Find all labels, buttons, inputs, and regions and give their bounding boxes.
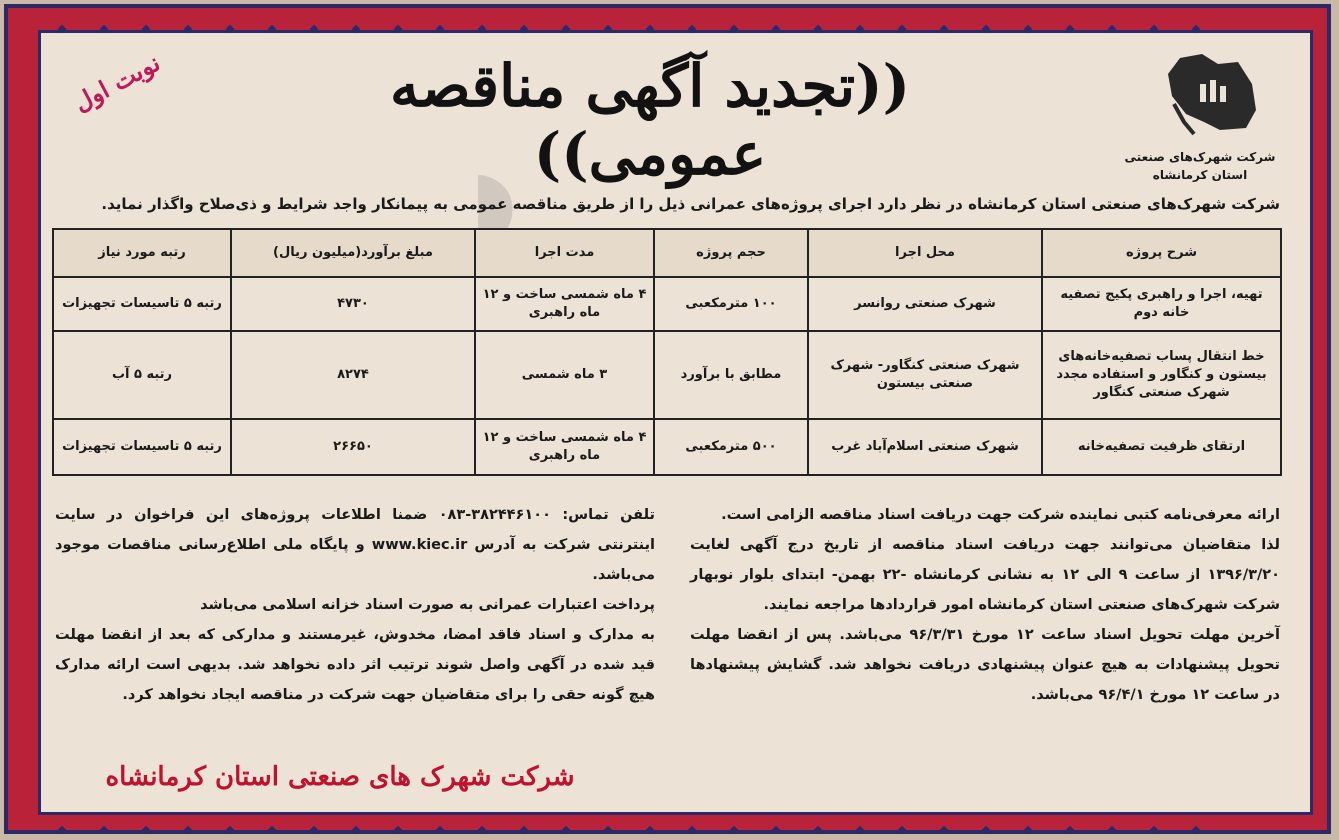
border-dot — [58, 25, 66, 33]
border-dot — [730, 25, 738, 33]
cell-estimate: ۲۶۶۵۰ — [231, 419, 475, 475]
cell-description: خط انتقال پساب تصفیه‌خانه‌های بیستون و کنگاور و استفاده مجدد شهرک صنعتی کنگاور — [1042, 331, 1281, 419]
border-dot — [268, 826, 276, 834]
cell-estimate: ۴۷۳۰ — [231, 277, 475, 331]
border-dot — [310, 25, 318, 33]
border-dot — [772, 826, 780, 834]
decorative-border-top — [41, 17, 1310, 27]
cell-duration: ۳ ماه شمسی — [475, 331, 654, 419]
border-dot — [604, 826, 612, 834]
paragraph: پرداخت اعتبارات عمرانی به صورت اسناد خزانه اسلامی می‌باشد — [200, 597, 655, 613]
cell-location: شهرک صنعتی کنگاور- شهرک صنعتی بیستون — [808, 331, 1042, 419]
border-dot — [982, 25, 990, 33]
border-dot — [436, 826, 444, 834]
border-dot — [898, 826, 906, 834]
border-dot — [1192, 826, 1200, 834]
border-dot — [478, 25, 486, 33]
paragraph: ارائه معرفی‌نامه کتبی نماینده شرکت جهت دریافت اسناد مناقصه الزامی است. — [721, 507, 1280, 523]
border-dot — [898, 25, 906, 33]
border-dot — [100, 826, 108, 834]
header-location: محل اجرا — [808, 229, 1042, 277]
border-dot — [520, 826, 528, 834]
cell-volume: ۵۰۰ مترمکعبی — [654, 419, 808, 475]
border-dot — [100, 25, 108, 33]
border-dot — [1024, 25, 1032, 33]
table-row — [53, 419, 1281, 475]
border-dot — [268, 25, 276, 33]
border-dot — [604, 25, 612, 33]
border-dot — [1192, 25, 1200, 33]
signature: شرکت شهرک های صنعتی استان کرمانشاه — [105, 762, 575, 792]
border-dot — [352, 826, 360, 834]
left-column-text — [55, 500, 655, 710]
border-dot — [814, 826, 822, 834]
border-dot — [184, 826, 192, 834]
cell-location: شهرک صنعتی روانسر — [808, 277, 1042, 331]
border-dot — [562, 25, 570, 33]
border-dot — [394, 25, 402, 33]
cell-volume: مطابق با برآورد — [654, 331, 808, 419]
cell-grade: رتبه ۵ آب — [53, 331, 231, 419]
border-dot — [1024, 826, 1032, 834]
border-dot — [562, 826, 570, 834]
header-grade: رتبه مورد نیاز — [53, 229, 231, 277]
border-dot — [940, 826, 948, 834]
cell-estimate: ۸۲۷۴ — [231, 331, 475, 419]
right-column-text — [690, 500, 1280, 710]
border-dot — [58, 826, 66, 834]
cell-grade: رتبه ۵ تاسیسات تجهیزات — [53, 277, 231, 331]
header-duration: مدت اجرا — [475, 229, 654, 277]
cell-description: تهیه، اجرا و راهبری پکیج تصفیه خانه دوم — [1042, 277, 1281, 331]
border-dot — [814, 25, 822, 33]
border-dot — [436, 25, 444, 33]
projects-table — [52, 228, 1282, 476]
company-logo-icon — [1160, 50, 1260, 140]
company-logo-text — [1120, 148, 1280, 184]
table-row — [53, 277, 1281, 331]
cell-grade: رتبه ۵ تاسیسات تجهیزات — [53, 419, 231, 475]
cell-duration: ۴ ماه شمسی ساخت و ۱۲ ماه راهبری — [475, 277, 654, 331]
paragraph: لذا متقاضیان می‌توانند جهت دریافت اسناد مناقصه از تاریخ درج آگهی لغایت ۱۳۹۶/۳/۲۰ از ساعت ۹ الی ۱۲ به نشانی کرمانشاه -۲۲ بهمن- ابتدای بلوار نوبهار شرکت شهرک‌های صنعتی استان کرمانشاه امور قراردادها مراجعه نمایند. — [690, 537, 1281, 613]
border-dot — [688, 25, 696, 33]
paragraph-contact: تلفن تماس: ۳۸۲۴۴۶۱۰۰-۰۸۳ ضمنا اطلاعات پروژه‌های این فراخوان در سایت اینترنتی شرکت به آدرس www.kiec.ir و پایگاه ملی اطلاع‌رسانی مناقصات موجود می‌باشد. — [55, 507, 655, 583]
border-dot — [478, 826, 486, 834]
paragraph: آخرین مهلت تحویل اسناد ساعت ۱۲ مورخ ۹۶/۳/۳۱ می‌باشد. پس از انقضا مهلت تحویل پیشنهادات به هیچ عنوان پیشنهادی دریافت نخواهد شد. گشایش پیشنهادها در ساعت ۱۲ مورخ ۹۶/۴/۱ می‌باشد. — [690, 627, 1280, 703]
border-dot — [310, 826, 318, 834]
border-dot — [646, 826, 654, 834]
border-dot — [856, 25, 864, 33]
header-description: شرح پروژه — [1042, 229, 1281, 277]
border-dot — [1150, 25, 1158, 33]
border-dot — [184, 25, 192, 33]
header-volume: حجم پروژه — [654, 229, 808, 277]
table-header-row — [53, 229, 1281, 277]
border-dot — [226, 25, 234, 33]
header-estimate: مبلغ برآورد(میلیون ریال) — [231, 229, 475, 277]
border-dot — [1066, 826, 1074, 834]
border-dot — [688, 826, 696, 834]
intro-text: شرکت شهرک‌های صنعتی استان کرمانشاه در نظر دارد اجرای پروژه‌های عمرانی ذیل را از طریق مناقصه عمومی به پیمانکار واجد شرایط و ذی‌صلاح واگذار نماید. — [101, 195, 1280, 213]
border-dot — [940, 25, 948, 33]
company-logo-line2: استان کرمانشاه — [1152, 168, 1248, 182]
table-row — [53, 331, 1281, 419]
border-dot — [646, 25, 654, 33]
border-dot — [982, 826, 990, 834]
cell-volume: ۱۰۰ مترمکعبی — [654, 277, 808, 331]
edition-badge: نوبت اول — [68, 47, 165, 118]
cell-description: ارتقای ظرفیت تصفیه‌خانه — [1042, 419, 1281, 475]
border-dot — [394, 826, 402, 834]
border-dot — [1150, 826, 1158, 834]
border-dot — [856, 826, 864, 834]
border-dot — [1066, 25, 1074, 33]
border-dot — [772, 25, 780, 33]
border-dot — [142, 826, 150, 834]
paragraph: به مدارک و اسناد فاقد امضا، مخدوش، غیرمستند و مدارکی که بعد از انقضا مهلت قید شده در آگهی واصل شوند ترتیب اثر داده نخواهد شد. بدیهی است ارائه مدارک هیچ گونه حقی را برای متقاضیان جهت شرکت در مناقصه ایجاد نخواهد کرد. — [55, 627, 655, 703]
page-title: ((تجدید آگهی مناقصه عمومی)) — [389, 52, 911, 188]
border-dot — [142, 25, 150, 33]
border-dot — [520, 25, 528, 33]
border-dot — [730, 826, 738, 834]
decorative-border-bottom — [41, 818, 1310, 828]
cell-location: شهرک صنعتی اسلام‌آباد غرب — [808, 419, 1042, 475]
company-logo-line1: شرکت شهرک‌های صنعتی — [1124, 150, 1276, 164]
border-dot — [1108, 25, 1116, 33]
border-dot — [352, 25, 360, 33]
border-dot — [226, 826, 234, 834]
cell-duration: ۴ ماه شمسی ساخت و ۱۲ ماه راهبری — [475, 419, 654, 475]
border-dot — [1108, 826, 1116, 834]
